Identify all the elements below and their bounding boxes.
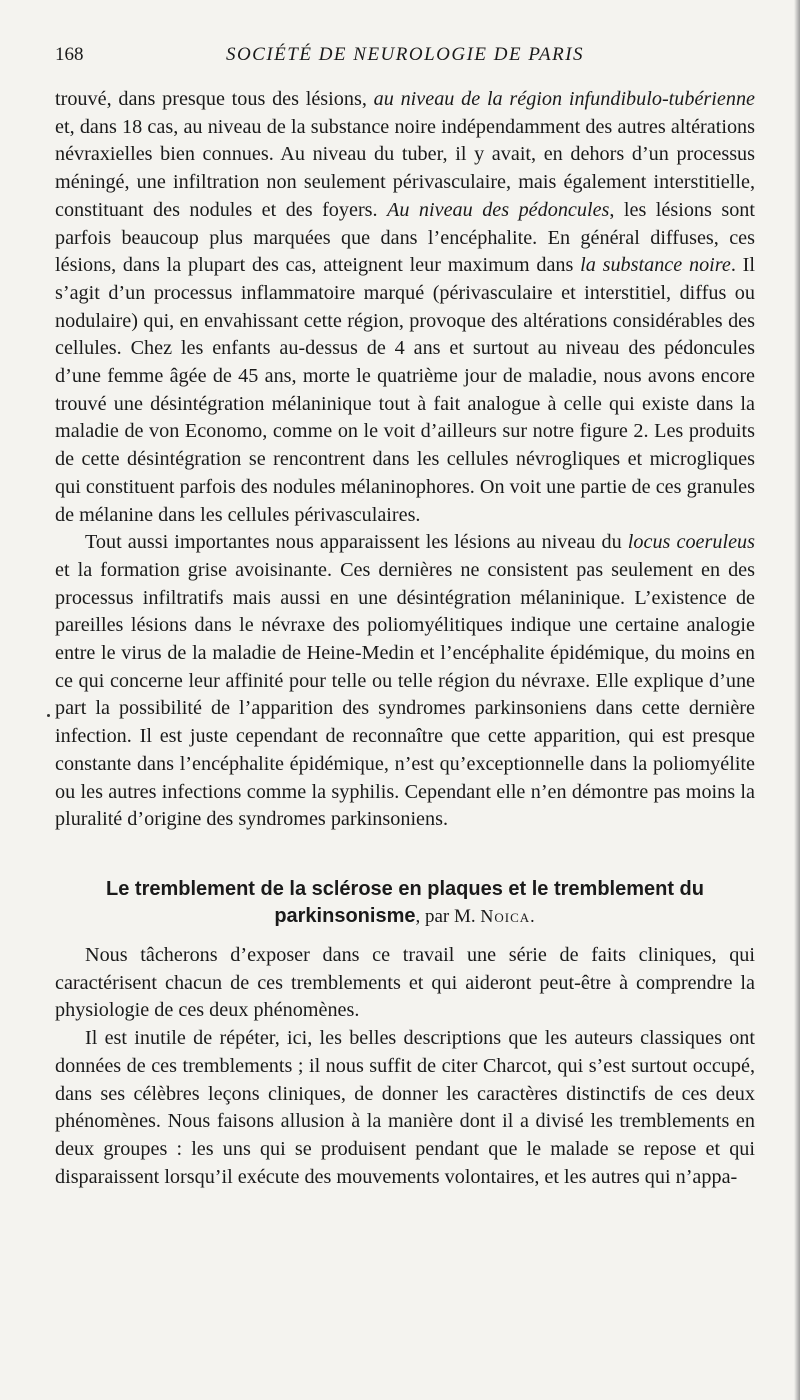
para1-run: . Il s’agit d’un processus inflammatoire marqué (périvasculaire et interstitiel, diffus ou nodulaire) qui, en envahissant cette région, provoque des altérations considérables des cellules. Chez les enfants au-dessus de 4 ans et surtout au niveau des pédoncules d’une femme âgée de 45 ans, morte le quatrième jour de maladie, nous avons encore trouvé une désintégration mélaninique tout à fait analogue à celle qui existe dans la maladie de von Economo, comme on le voit d’ailleurs sur notre figure 2. Les produits de cette désintégration se rencontrent dans les cellules névrogliques et microgliques qui constituent parfois des nodules mélaninophores. On voit une partie de ces granules de mélanine dans les cellules périvasculaires.	[55, 254, 755, 526]
journal-title: SOCIÉTÉ DE NEUROLOGIE DE PARIS	[225, 44, 585, 65]
para1-run: Au niveau des pédoncules	[387, 198, 610, 221]
para2-run: et la formation grise avoisinante. Ces dernières ne consistent pas seulement en des processus infiltratifs mais aussi en une désintégration mélaninique. L’existence de pareilles lésions dans le névraxe des poliomyélitiques indique une certaine analogie entre le virus de la maladie de Heine-Medin et l’encéphalite épidémique, du moins en ce qui concerne leur affinité pour telle ou telle région du névraxe. Elle explique d’une part la possibilité de l’apparition des syndromes parkinsoniens dans cette dernière infection. Il est juste cependant de reconnaître que cette apparition, qui est presque constante dans l’encéphalite épidémique, n’est qu’exceptionnelle dans la poliomyélite ou les autres infections comme la syphilis. Cependant elle n’en démontre pas moins la pluralité d’origine des syndromes parkinsoniens.	[55, 558, 755, 831]
article-title-line-2: parkinsonisme	[274, 904, 416, 927]
article-heading	[55, 876, 755, 930]
paragraph-2	[55, 529, 755, 834]
running-head	[55, 40, 755, 70]
page	[55, 40, 755, 1191]
page-number: 168	[55, 44, 84, 65]
para1-run: la substance noire	[580, 254, 731, 277]
paragraph-4: Il est inutile de répéter, ici, les belles descriptions que les auteurs classiques ont données de ces tremblements ; il nous suffit de citer Charcot, qui s’est surtout occupé, dans ses célèbres leçons cliniques, de donner les caractères distinctifs de ces deux phénomènes. Nous faisons allusion à la manière dont il a divisé les tremblements en deux groupes : les uns qui se produisent pendant que le malade se repose et qui disparaissent lorsqu’il exécute des mouvements volontaires, et les autres qui n’appa-	[55, 1027, 755, 1188]
margin-speck	[47, 714, 50, 717]
paragraph-3: Nous tâcherons d’exposer dans ce travail une série de faits cliniques, qui caractérisent chacun de ces tremblements et qui aideront peut-être à comprendre la physiologie de ces deux phénomènes.	[55, 943, 755, 1022]
para1-run: et, dans 18 cas, au niveau de la substance noire indépendamment des autres altérations névraxielles bien connues. Au niveau du tuber, il y avait, en dehors d’un processus méningé, une infiltration non seulement périvasculaire, mais également interstitielle, constituant des nodules et des foyers.	[55, 115, 755, 221]
para1-run: au niveau de la région infundibulo-tubérienne	[373, 88, 755, 110]
para2-run: Tout aussi importantes nous apparaissent les lésions au niveau du	[85, 531, 628, 554]
article-author: Noica.	[480, 905, 536, 926]
paragraph-1	[55, 86, 755, 529]
page-edge-shadow	[794, 0, 800, 1400]
article-title-line-1: Le tremblement de la sclérose en plaques et le tremblement du	[106, 877, 704, 900]
para1-run: , les lésions sont parfois beaucoup plus marquées que dans l’encéphalite. En général diffuses, ces lésions, dans la plupart des cas, atteignent leur maximum dans	[55, 198, 755, 277]
para1-run: trouvé, dans presque tous des lésions,	[55, 88, 374, 110]
article-byline: , par M.	[415, 905, 481, 927]
para2-run: locus coeruleus	[627, 531, 755, 554]
